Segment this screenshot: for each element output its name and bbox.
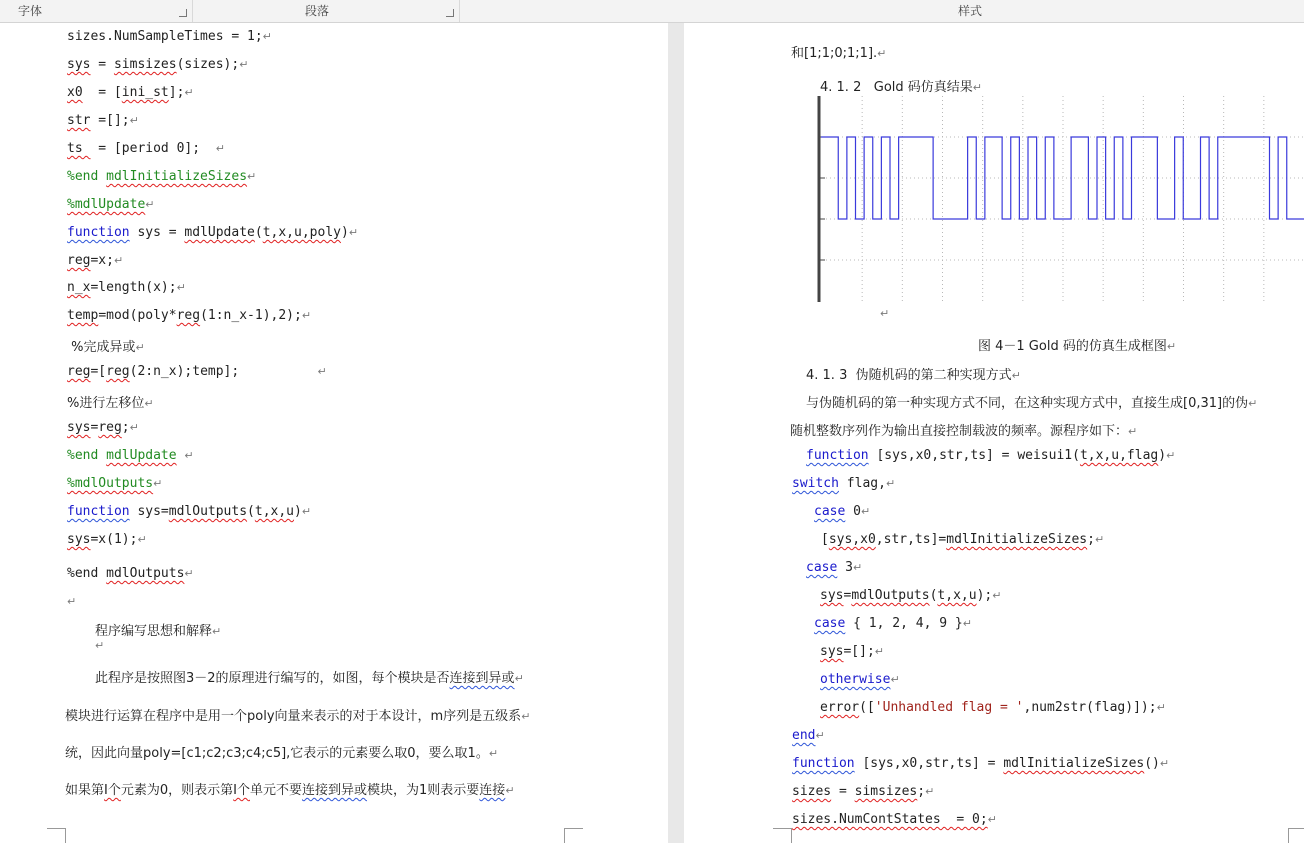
- paragraph-mark: ↵: [890, 673, 900, 686]
- text-run: sys: [67, 420, 91, 435]
- text-run: sizes.NumSampleTimes = 1;: [67, 29, 263, 44]
- text-run: function: [806, 448, 869, 463]
- text-run: %end: [67, 566, 107, 581]
- text-line: [792, 812, 997, 827]
- text-line: [95, 667, 524, 686]
- paragraph-mark: ↵: [129, 114, 139, 127]
- text-run: reg: [67, 253, 91, 268]
- text-line: [792, 756, 1169, 771]
- paragraph-mark: ↵: [1011, 369, 1021, 382]
- paragraph-mark: ↵: [184, 449, 194, 462]
- text-run: (: [929, 588, 938, 603]
- text-line: [95, 620, 221, 639]
- text-run: mdlInitializeSizes: [946, 532, 1088, 547]
- text-line: [806, 364, 1021, 383]
- text-run: mdlUpdate: [106, 448, 177, 463]
- text-run: sys,x0: [828, 532, 876, 547]
- text-run: (: [254, 225, 263, 240]
- text-line: [67, 448, 194, 463]
- text-run: =length(x);: [90, 280, 177, 295]
- text-line: [978, 335, 1176, 354]
- paragraph-mark: ↵: [212, 625, 222, 638]
- text-run: mdlInitializeSizes: [106, 169, 248, 184]
- text-run: =x(1);: [90, 532, 138, 547]
- text-run: 程序编写思想和解释: [95, 624, 213, 639]
- text-run: 与伪随机码的第一种实现方式不同，在这种实现方式中，直接生成[0,31]的伪: [806, 396, 1249, 411]
- text-run: sys =: [129, 225, 185, 240]
- text-line: [67, 532, 147, 547]
- text-line: [67, 504, 311, 519]
- paragraph-mark: ↵: [145, 198, 155, 211]
- text-run: 连接到异或: [302, 783, 368, 798]
- text-run: end: [792, 728, 816, 743]
- text-run: =[: [90, 364, 107, 379]
- text-run: ;: [1087, 532, 1095, 547]
- text-line: [67, 280, 186, 295]
- text-run: (): [1144, 756, 1160, 771]
- text-line: [65, 705, 530, 724]
- text-run: case: [814, 616, 846, 631]
- text-run: (: [247, 504, 255, 519]
- text-line: [67, 420, 139, 435]
- paragraph-mark: ↵: [176, 281, 186, 294]
- text-line: [67, 364, 327, 379]
- text-run: sys: [67, 532, 91, 547]
- text-run: mdlOutputs: [168, 504, 248, 519]
- text-run: I个: [104, 783, 121, 798]
- text-line: [820, 76, 982, 95]
- text-run: sys: [67, 57, 91, 72]
- paragraph-group: [192, 0, 460, 22]
- paragraph-mark: ↵: [877, 47, 887, 60]
- styles-group-label: 样式: [958, 4, 983, 18]
- text-run: otherwise: [820, 672, 891, 687]
- text-run: ts: [67, 141, 91, 156]
- text-run: 如果第: [65, 783, 105, 798]
- text-line: [820, 644, 884, 659]
- text-run: %mdlUpdate: [67, 197, 146, 212]
- text-run: flag,: [838, 476, 886, 491]
- text-run: simsizes: [113, 57, 177, 72]
- text-run: 此程序是按照图3－2的原理进行编写的，如图，每个模块是否: [95, 671, 450, 686]
- text-run: sys: [820, 644, 844, 659]
- ribbon: [0, 0, 1304, 23]
- text-run: 连接到异或: [449, 671, 515, 686]
- text-run: %完成异或: [67, 340, 136, 355]
- text-run: ;: [121, 420, 130, 435]
- text-run: t,x,u,poly: [262, 225, 341, 240]
- text-run: %进行左移位: [67, 396, 145, 411]
- text-run: [sys,x0,str,ts] = weisui1(: [868, 448, 1080, 463]
- text-run: 统，因此向量poly=[c1;c2;c3;c4;c5],它表示的元素要么取0，要么取1。: [65, 746, 489, 761]
- paragraph-mark: ↵: [153, 477, 163, 490]
- text-run: 连接: [479, 783, 506, 798]
- paragraph-mark: ↵: [987, 813, 997, 826]
- text-run: =[];: [90, 113, 130, 128]
- text-run: mdlInitializeSizes: [1003, 756, 1145, 771]
- paragraph-mark: ↵: [815, 729, 825, 742]
- text-run: t,x,u,flag: [1079, 448, 1159, 463]
- paragraph-mark: ↵: [880, 307, 890, 320]
- text-run: t,x,u: [254, 504, 295, 519]
- text-run: 元素为0，则表示第: [120, 783, 234, 798]
- paragraph-mark: ↵: [852, 561, 863, 574]
- text-run: 模块进行运算在程序中是用一个poly向量来表示的对于本设计，m序列是五级系: [65, 709, 522, 724]
- paragraph-mark: ↵: [247, 170, 257, 183]
- text-line: [67, 566, 194, 581]
- paragraph-mark: ↵: [1128, 425, 1138, 438]
- text-run: 单元不要: [249, 783, 302, 798]
- paragraph-mark: ↵: [885, 477, 896, 490]
- paragraph-mark: ↵: [137, 533, 147, 546]
- text-line: [814, 616, 972, 631]
- text-line: [67, 197, 155, 212]
- text-run: ,str,ts]=: [875, 532, 947, 547]
- text-run: (1:n_x-1),2);: [200, 308, 302, 323]
- page-corner-mark: [1288, 828, 1304, 843]
- text-run: ;: [917, 784, 926, 799]
- text-run: function: [792, 756, 855, 771]
- text-run: simsizes: [854, 784, 918, 799]
- paragraph-mark: ↵: [962, 617, 972, 630]
- text-line: [67, 141, 225, 156]
- paragraph-mark: ↵: [992, 589, 1002, 602]
- paragraph-mark: ↵: [301, 309, 312, 322]
- paragraph-mark: ↵: [1248, 397, 1258, 410]
- paragraph-mark: ↵: [972, 81, 982, 94]
- text-line: [65, 742, 498, 761]
- paragraph-mark: ↵: [184, 567, 194, 580]
- text-run: 4. 1. 3 伪随机码的第二种实现方式: [806, 368, 1012, 383]
- text-run: sys: [820, 588, 844, 603]
- paragraph-mark: ↵: [301, 505, 312, 518]
- text-line: [791, 42, 886, 61]
- paragraph-mark: ↵: [505, 784, 515, 797]
- text-run: [sys,x0,str,ts] =: [854, 756, 1004, 771]
- text-line: [814, 504, 870, 519]
- paragraph-mark: ↵: [1156, 701, 1166, 714]
- text-line: [67, 57, 248, 72]
- styles-group: [459, 0, 1304, 22]
- paragraph-mark: ↵: [95, 639, 105, 652]
- text-run: function: [67, 504, 130, 519]
- text-line: [880, 306, 889, 321]
- page-corner-mark: [564, 828, 583, 843]
- text-line: [67, 594, 76, 609]
- paragraph-mark: ↵: [184, 86, 194, 99]
- text-run: case: [806, 560, 838, 575]
- text-line: [820, 672, 900, 687]
- text-line: [67, 476, 162, 491]
- text-run: 随机整数序列作为输出直接控制载波的频率。源程序如下：: [790, 424, 1129, 439]
- text-run: =mod(poly*: [98, 308, 177, 323]
- text-run: %end: [67, 448, 107, 463]
- paragraph-mark: ↵: [925, 785, 935, 798]
- paragraph-mark: ↵: [317, 365, 327, 378]
- paragraph-group-label: 段落: [305, 4, 330, 18]
- text-run: mdlOutputs: [106, 566, 185, 581]
- text-run: =: [843, 588, 852, 603]
- text-run: function: [67, 225, 130, 240]
- text-run: ([: [859, 700, 875, 715]
- text-run: t,x,u: [937, 588, 977, 603]
- text-line: [67, 113, 139, 128]
- paragraph-mark: ↵: [860, 505, 871, 518]
- text-run: reg: [67, 364, 91, 379]
- text-line: [67, 392, 154, 411]
- text-line: [67, 169, 256, 184]
- text-run: ): [294, 504, 302, 519]
- paragraph-mark: ↵: [1166, 340, 1177, 353]
- text-line: [820, 700, 1166, 715]
- paragraph-mark: ↵: [144, 397, 154, 410]
- text-run: mdlUpdate: [184, 225, 255, 240]
- text-run: reg: [106, 364, 130, 379]
- text-run: ];: [168, 85, 185, 100]
- text-run: (2:n_x);temp];: [129, 364, 318, 379]
- text-line: [806, 448, 1175, 463]
- text-run: sizes: [792, 784, 832, 799]
- text-run: =: [90, 57, 114, 72]
- text-line: [67, 308, 311, 323]
- text-run: temp: [67, 308, 99, 323]
- paragraph-mark: ↵: [488, 747, 499, 760]
- text-run: = [: [82, 85, 122, 100]
- page-corner-mark: [773, 828, 792, 843]
- text-run: 0: [845, 504, 861, 519]
- text-run: ): [340, 225, 349, 240]
- left-page[interactable]: [0, 23, 668, 843]
- text-run: =: [831, 784, 855, 799]
- text-run: sizes.NumContStates = 0;: [792, 812, 988, 827]
- text-run: error: [820, 700, 860, 715]
- text-line: [67, 253, 123, 268]
- paragraph-mark: ↵: [215, 142, 225, 155]
- text-line: [67, 336, 145, 355]
- text-line: [790, 420, 1137, 439]
- text-run: ini_st: [121, 85, 169, 100]
- text-line: [806, 560, 862, 575]
- text-line: [792, 784, 934, 799]
- text-run: I个: [233, 783, 250, 798]
- text-run: 模块，为1则表示要: [367, 783, 480, 798]
- paragraph-mark: ↵: [1166, 449, 1176, 462]
- text-run: reg: [98, 420, 122, 435]
- text-run: 'Unhandled flag = ': [874, 700, 1024, 715]
- text-line: [67, 85, 194, 100]
- text-run: [: [821, 532, 829, 547]
- paragraph-mark: ↵: [135, 341, 145, 354]
- text-run: case: [814, 504, 846, 519]
- paragraph-mark: ↵: [1159, 757, 1170, 770]
- text-run: reg: [176, 308, 201, 323]
- paragraph-mark: ↵: [113, 254, 124, 267]
- paragraph-mark: ↵: [1094, 533, 1105, 546]
- text-run: sys=: [129, 504, 169, 519]
- text-run: 图 4－1 Gold 码的仿真生成框图: [978, 339, 1167, 354]
- text-run: =[];: [843, 644, 875, 659]
- font-group: [0, 0, 193, 22]
- text-run: switch: [792, 476, 839, 491]
- gold-code-waveform-chart: [817, 96, 1304, 302]
- text-run: = [period 0];: [90, 141, 216, 156]
- text-line: [65, 779, 515, 798]
- text-line: [67, 29, 272, 44]
- paragraph-dialog-launcher-icon[interactable]: [446, 9, 454, 17]
- text-line: [792, 728, 825, 743]
- page-corner-mark: [47, 828, 66, 843]
- text-run: %mdlOutputs: [67, 476, 154, 491]
- paragraph-mark: ↵: [129, 421, 139, 434]
- text-run: ,num2str(flag)]);: [1023, 700, 1157, 715]
- paragraph-mark: ↵: [239, 58, 249, 71]
- paragraph-mark: ↵: [348, 226, 359, 239]
- text-line: [95, 638, 104, 653]
- text-run: x0: [67, 85, 83, 100]
- paragraph-mark: ↵: [874, 645, 885, 658]
- text-line: [820, 588, 1001, 603]
- text-run: );: [976, 588, 993, 603]
- font-dialog-launcher-icon[interactable]: [179, 9, 187, 17]
- text-run: 4. 1. 2 Gold 码仿真结果: [820, 80, 973, 95]
- text-run: (sizes);: [176, 57, 240, 72]
- text-run: 3: [837, 560, 853, 575]
- text-run: ): [1158, 448, 1167, 463]
- text-run: %end: [67, 169, 107, 184]
- text-run: n_x: [67, 280, 91, 295]
- text-run: mdlOutputs: [851, 588, 930, 603]
- text-line: [792, 476, 895, 491]
- text-line: [821, 532, 1104, 547]
- text-run: =: [90, 420, 99, 435]
- paragraph-mark: ↵: [521, 710, 531, 723]
- text-run: { 1, 2, 4, 9 }: [845, 616, 963, 631]
- font-group-label: 字体: [18, 4, 43, 18]
- text-run: str: [67, 113, 91, 128]
- text-line: [67, 225, 358, 240]
- paragraph-mark: ↵: [514, 672, 524, 685]
- text-run: =x;: [90, 253, 114, 268]
- paragraph-mark: ↵: [67, 595, 77, 608]
- text-run: 和[1;1;0;1;1].: [791, 46, 878, 61]
- paragraph-mark: ↵: [262, 30, 272, 43]
- text-line: [806, 392, 1257, 411]
